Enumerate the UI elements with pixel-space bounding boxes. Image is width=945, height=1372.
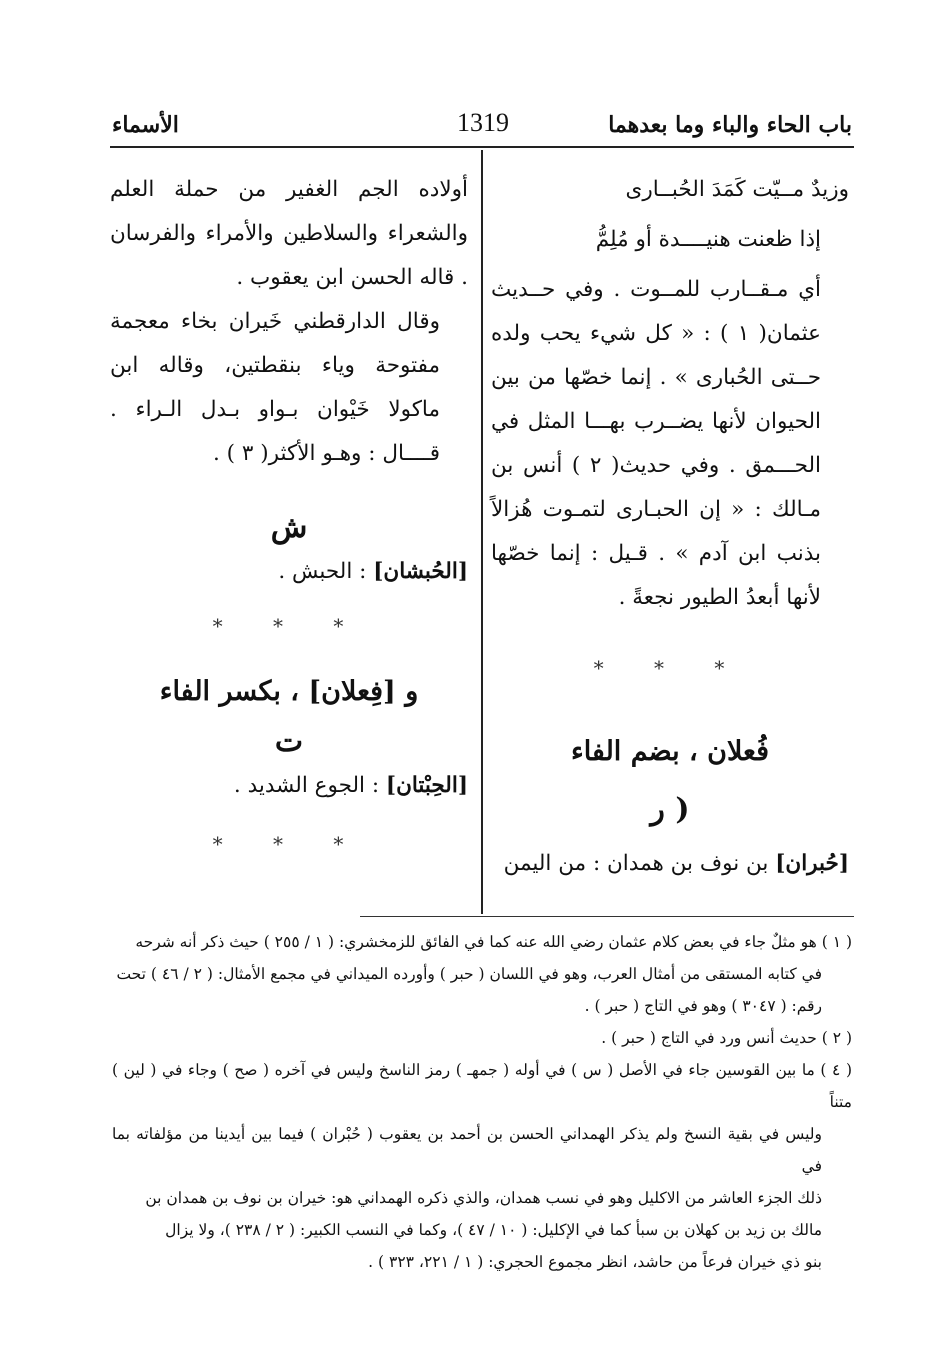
footnote-4-line: مالك بن زيد بن كهلان بن سبأ كما في الإكليل: ( ١٠ / ٤٧ )، وكما في النسب الكبير: ( ٢ / ٢٣٨ )، ولا يزال [165, 1221, 822, 1239]
verse-line-2: إذا ظعنت هنيــــدة أو مُلِمُّ [595, 227, 821, 252]
footnote-4-line: ذلك الجزء العاشر من الاكليل وهو في نسب همدان، والذي ذكره الهمداني هو: خيران بن نوف بن همدان بن [145, 1189, 822, 1207]
separator-stars: * * * [212, 614, 366, 638]
footnote-rule [360, 916, 854, 917]
verse-line-1: وزيدٌ مــيّت كَمَدَ الحُبــارى [625, 177, 849, 202]
separator-stars: * * * [593, 656, 747, 680]
letter-heading-shin: ش [270, 510, 308, 545]
letter-heading-ra: ( ر [650, 792, 690, 827]
entry-definition: بن نوف بن همدان : من اليمن [503, 851, 776, 876]
left-column [110, 168, 468, 866]
letter-heading-ta: ت [274, 724, 304, 759]
entry-definition: : الجوع الشديد . [233, 773, 386, 798]
footnote-4-line: وليس في بقية النسخ ولم يذكر الهمداني الحسن بن أحمد بن يعقوب ( حُبْران ) فيما بين أيدينا من مؤلفاته بما في [112, 1125, 822, 1175]
chapter-title: باب الحاء والباء وما بعدهما [608, 112, 852, 138]
paragraph-continuation: أولاده الجم الغفير من حملة العلم والشعراء والسلاطين والأمراء والفرسان . قاله الحسن ابن يعقوب . [110, 177, 468, 290]
column-divider [481, 150, 483, 914]
entry-hubshan [110, 550, 468, 594]
section-title: الأسماء [112, 112, 179, 138]
entry-word: [الحِبْتان] [385, 773, 468, 798]
entry-hibtan [110, 764, 468, 808]
right-column [491, 168, 849, 886]
entry-definition: : الحبش . [278, 559, 374, 584]
section-heading-filan: و [فِعلان] ، بكسر الفاء [159, 676, 419, 707]
entry-word: [الحُبشان] [373, 559, 468, 584]
footnote-1-line: ( ١ ) هو مثلٌ جاء في بعض كلام عثمان رضي الله عنه كما في الفائق للزمخشري: ( ١ / ٢٥٥ ) حيث ذكر أنه شرحه [135, 933, 852, 951]
paragraph-hubara: أي مـقــارب للمــوت . وفي حــديث عثمان( ١ ) : « كل شيء يحب ولده حــتى الحُبارى » . إنما خصّها من بين الحيوان لأنها يضــرب بهـــا المثل في الحـــمق . وفي حديث( ٢ ) أنس بن مـالك : « إن الحبـارى لتمـوت هُزالاً بذنب ابن آدم » . قـيل : إنما خصّها لأنها أبعدُ الطيور نجعةً . [491, 277, 821, 610]
section-heading-fuelan: فُعلان ، بضم الفاء [571, 736, 769, 767]
paragraph-daraqutni: وقال الدارقطني خَيران بخاء معجمة مفتوحة وياء بنقطتين، وقاله ابن ماكولا خَيْوان بـواو بـدل الـراء . قــــال : وهـو الأكثر( ٣ ) . [110, 309, 440, 466]
page-header [112, 108, 852, 148]
entry-word: [حُبران] [775, 851, 849, 876]
entry-hubran [491, 842, 849, 886]
footnote-4-line: بنو ذي خيران فرعاً من حاشد، انظر مجموع الحجري: ( ١ / ٢٢١، ٣٢٣ ) . [368, 1253, 822, 1271]
page-number: 1319 [457, 108, 509, 137]
separator-stars: * * * [212, 832, 366, 856]
footnote-4-line: ( ٤ ) ما بين القوسين جاء في الأصل ( س ) في أوله ( جمهـ ) رمز الناسخ وليس في آخره ( صح ) وجاء في ( لين ) متناً [112, 1061, 852, 1111]
footnote-1-line: في كتابه المستقى من أمثال العرب، وهو في اللسان ( حبر ) وأورده الميداني في مجمع الأمثال: ( ٢ / ٤٦ ) تحت [116, 965, 822, 983]
footnotes [112, 926, 852, 1278]
footnote-1-line: رقم: ( ٣٠٤٧ ) وهو في التاج ( حبر ) . [584, 997, 822, 1015]
footnote-2: ( ٢ ) حديث أنس ورد في التاج ( حبر ) . [601, 1029, 852, 1047]
header-rule [110, 146, 854, 148]
